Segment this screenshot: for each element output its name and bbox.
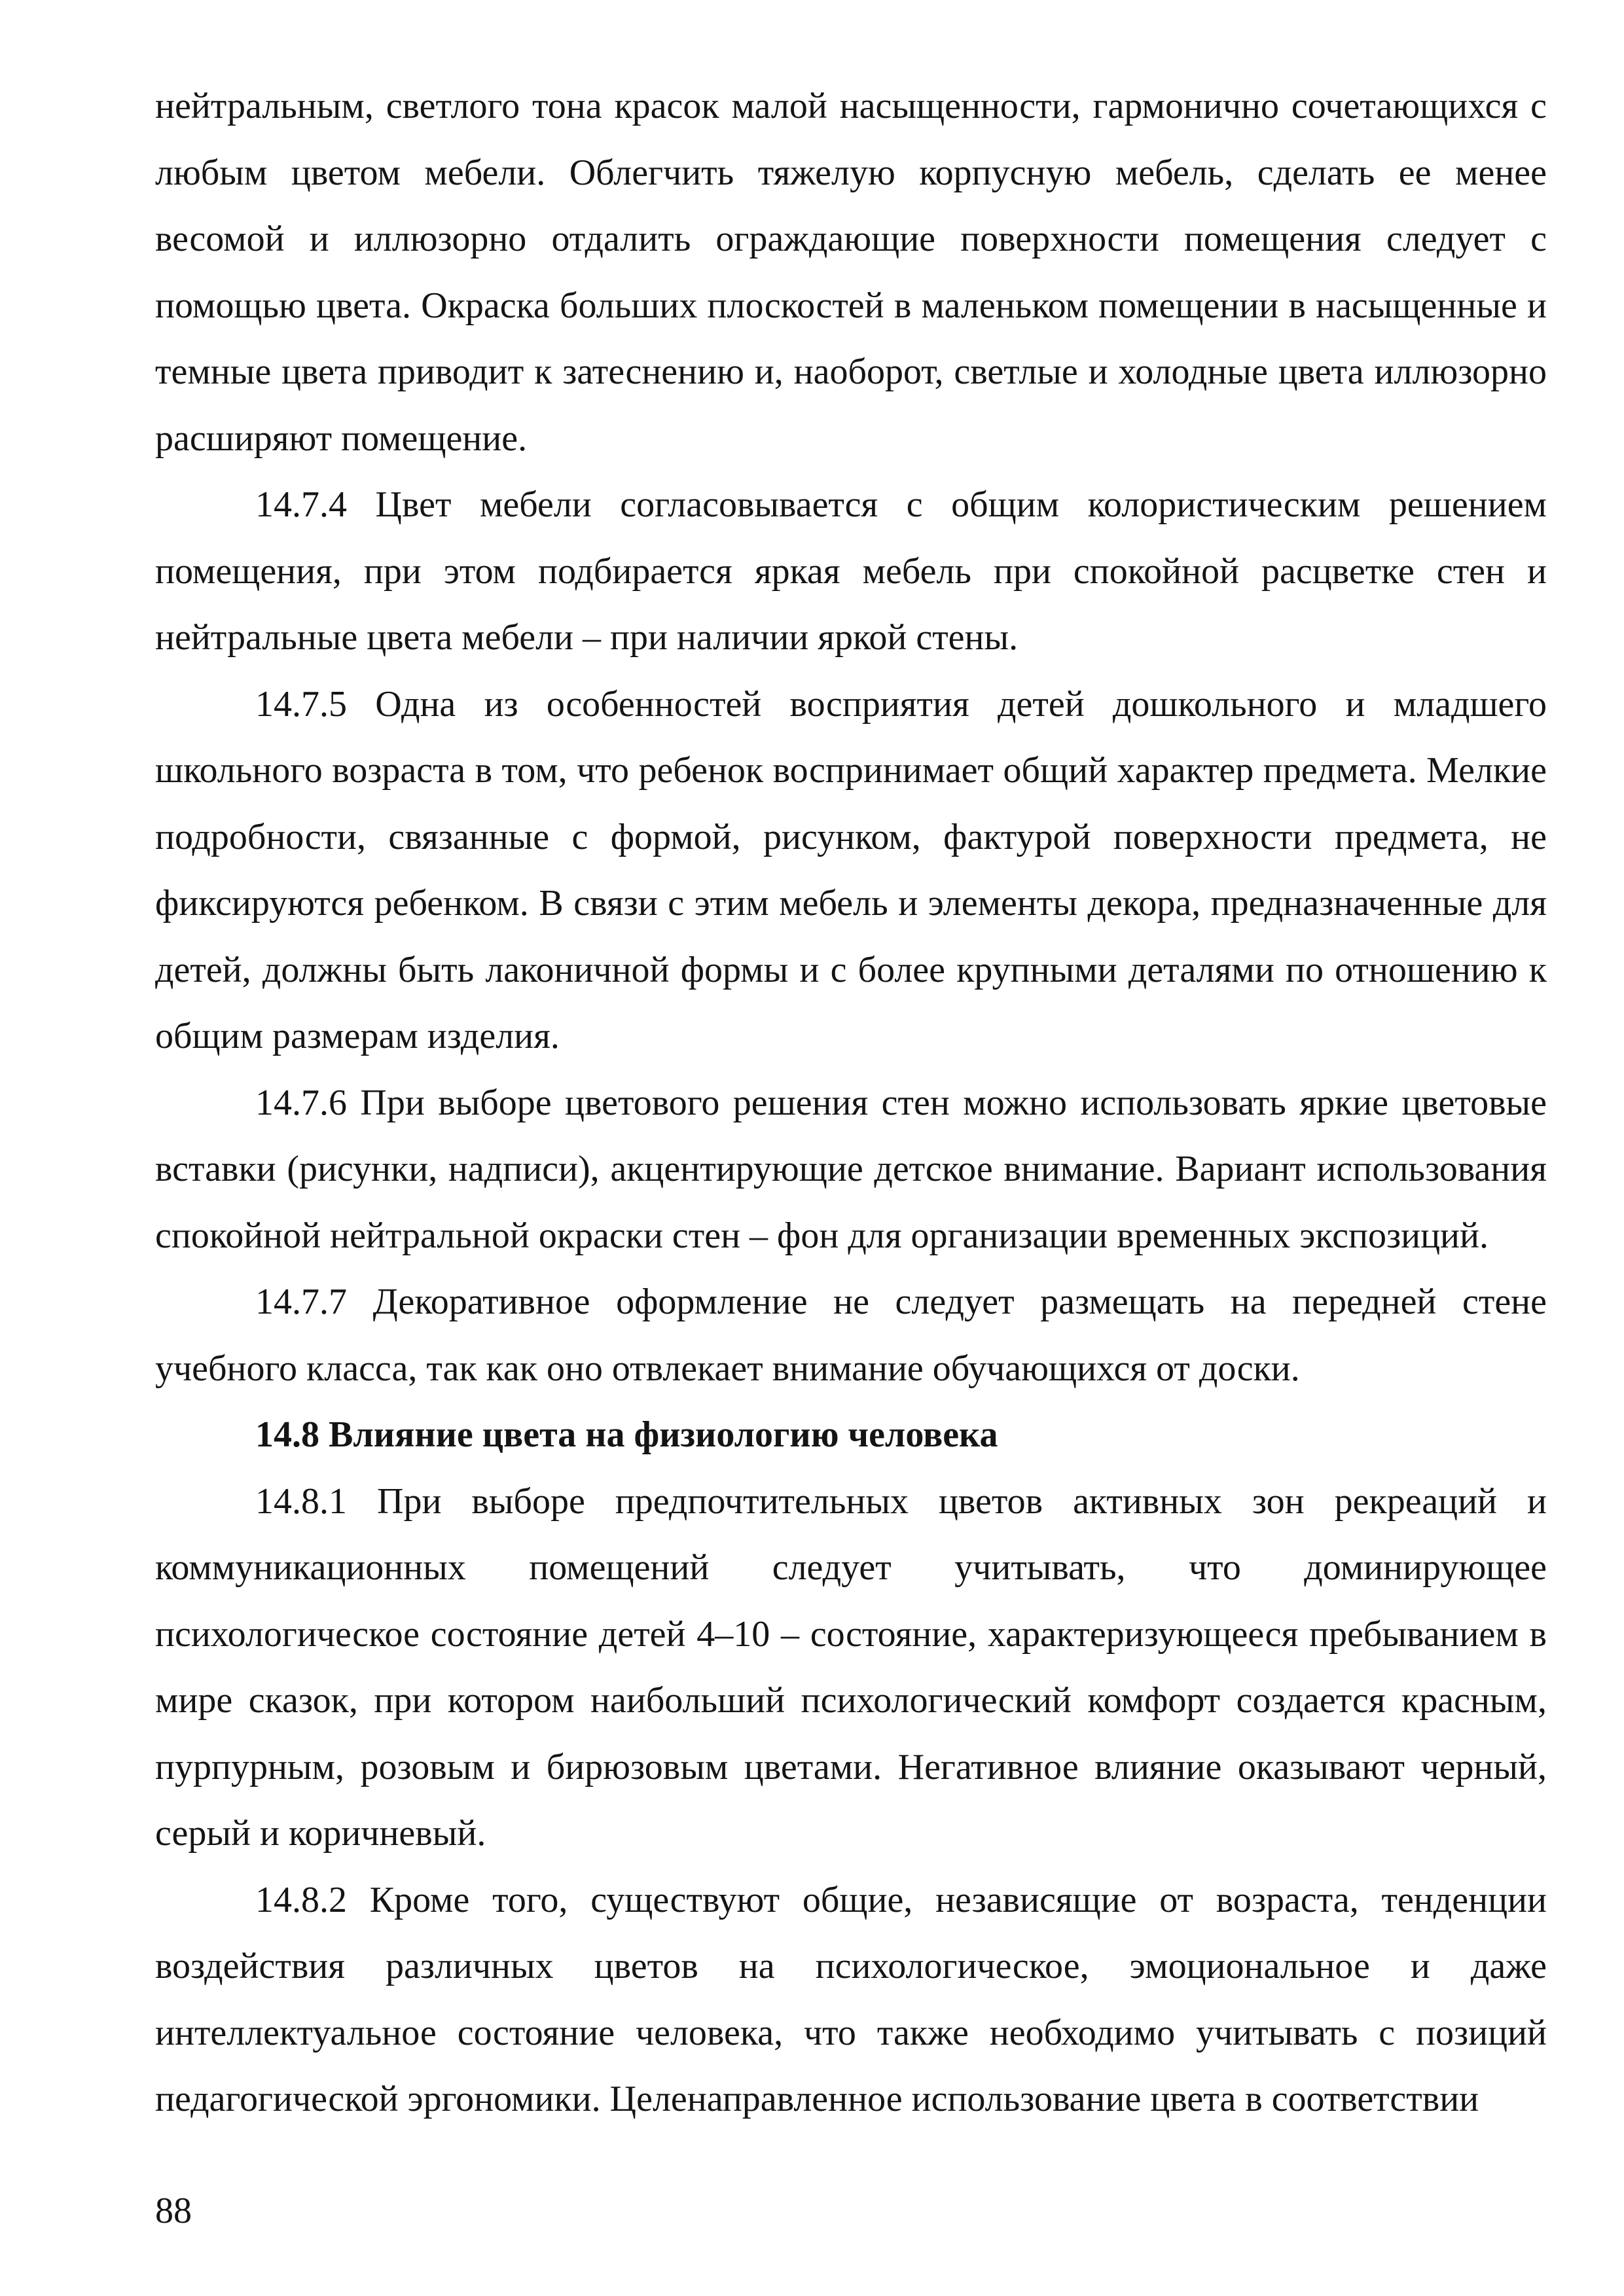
page-number: 88 bbox=[155, 2191, 192, 2231]
section-heading-14-8: 14.8 Влияние цвета на физиологию человека bbox=[255, 1414, 998, 1455]
paragraph-14-8-1: 14.8.1 При выборе предпочтительных цветов активных зон рекреаций и коммуникационных помещений следует учитывать, что доминирующее психологическое состояние детей 4–10 – состояние, характеризующееся пребыванием в мире сказок, при котором наибольший психологический комфорт создается красным, пурпурным, розовым и бирюзовым цветами. Негативное влияние оказывают черный, серый и коричневый. bbox=[155, 1480, 1547, 1854]
paragraph-14-7-5: 14.7.5 Одна из особенностей восприятия детей дошкольного и младшего школьного возраста в том, что ребенок воспринимает общий характер предмета. Мелкие подробности, связанные с формой, рисунком, фактурой поверхности предмета, не фиксируются ребенком. В связи с этим мебель и элементы декора, предназначенные для детей, должны быть лаконичной формы и с более крупными деталями по отношению к общим размерам изделия. bbox=[155, 683, 1547, 1056]
paragraph-continuation: нейтральным, светлого тона красок малой насыщенности, гармонично сочетающихся с любым цветом мебели. Облегчить тяжелую корпусную мебель, сделать ее менее весомой и иллюзорно отдалить ограждающие поверхности помещения следует с помощью цвета. Окраска больших плоскостей в маленьком помещении в насыщенные и темные цвета приводит к затеснению и, наоборот, светлые и холодные цвета иллюзорно расширяют помещение. bbox=[155, 86, 1547, 459]
page-body bbox=[155, 73, 1547, 2133]
paragraph-14-7-6: 14.7.6 При выборе цветового решения стен можно использовать яркие цветовые вставки (рисунки, надписи), акцентирующие детское внимание. Вариант использования спокойной нейтральной окраски стен – фон для организации временных экспозиций. bbox=[155, 1082, 1547, 1256]
paragraph-14-8-2: 14.8.2 Кроме того, существуют общие, независящие от возраста, тенденции воздействия различных цветов на психологическое, эмоциональное и даже интеллектуальное состояние человека, что также необходимо учитывать с позиций педагогической эргономики. Целенаправленное использование цвета в соответствии bbox=[155, 1879, 1547, 2119]
paragraph-14-7-7: 14.7.7 Декоративное оформление не следует размещать на передней стене учебного класса, так как оно отвлекает внимание обучающихся от доски. bbox=[155, 1282, 1547, 1389]
paragraph-14-7-4: 14.7.4 Цвет мебели согласовывается с общим колористическим решением помещения, при этом подбирается яркая мебель при спокойной расцветке стен и нейтральные цвета мебели – при наличии яркой стены. bbox=[155, 484, 1547, 658]
